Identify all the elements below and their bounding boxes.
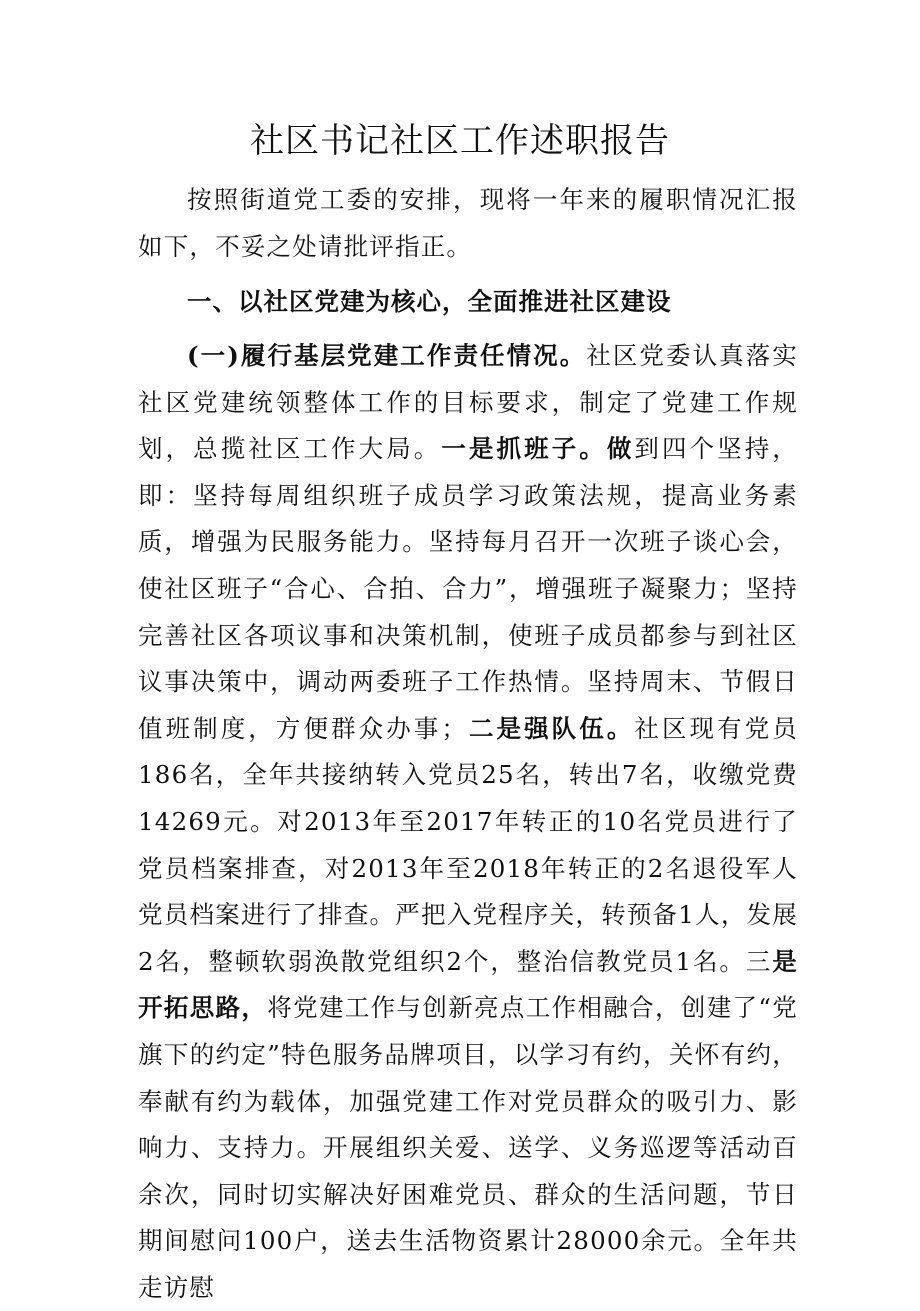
sub-heading-1: (一)履行基层党建工作责任情况。 bbox=[187, 341, 587, 370]
paragraph-1-text-1: 社区党委认真落实社区党建统领整体工作的目标要求，制定了党建工作规划，总揽社区工作大局。 bbox=[138, 341, 798, 464]
document-title: 社区书记社区工作述职报告 bbox=[250, 121, 670, 161]
paragraph-1 bbox=[138, 333, 798, 1311]
paragraph-1-text-3: 社区现有党员186名，全年共接纳转入党员25名，转出7名，收缴党费14269元。对2013年至2017年转正的10名党员进行了党员档案排查，对2013年至2018年转正的2名退役军人党员档案进行了排查。严把入党程序关，转预备1人，发展2名，整顿软弱涣散党组织2个，整治信教党员1名。三 bbox=[138, 713, 798, 976]
point-3-label: 是开拓思路， bbox=[138, 946, 798, 1023]
point-1-label: 一是抓班子。做 bbox=[441, 434, 635, 464]
section-heading-1: 一、以社区党建为核心，全面推进社区建设 bbox=[187, 287, 672, 316]
paragraph-1-text-2: 到四个坚持，即：坚持每周组织班子成员学习政策法规，提高业务素质，增强为民服务能力。坚持每月召开一次班子谈心会，使社区班子“合心、合拍、合力”，增强班子凝聚力；坚持完善社区各项议事和决策机制，使班子成员都参与到社区议事决策中，调动两委班子工作热情。坚持周末、节假日值班制度，方便群众办事； bbox=[138, 434, 798, 743]
point-2-label: 二是强队伍。 bbox=[467, 713, 635, 743]
paragraph-1-text-4: 将党建工作与创新亮点工作相融合，创建了“党旗下的约定”特色服务品牌项目，以学习有约，关怀有约，奉献有约为载体，加强党建工作对党员群众的吸引力、影响力、支持力。开展组织关爱、送学、义务巡逻等活动百余次，同时切实解决好困难党员、群众的生活问题，节日期间慰问100户，送去生活物资累计28000余元。全年共走访慰 bbox=[138, 993, 799, 1302]
intro-paragraph: 按照街道党工委的安排，现将一年来的履职情况汇报如下，不妥之处请批评指正。 bbox=[138, 185, 798, 261]
